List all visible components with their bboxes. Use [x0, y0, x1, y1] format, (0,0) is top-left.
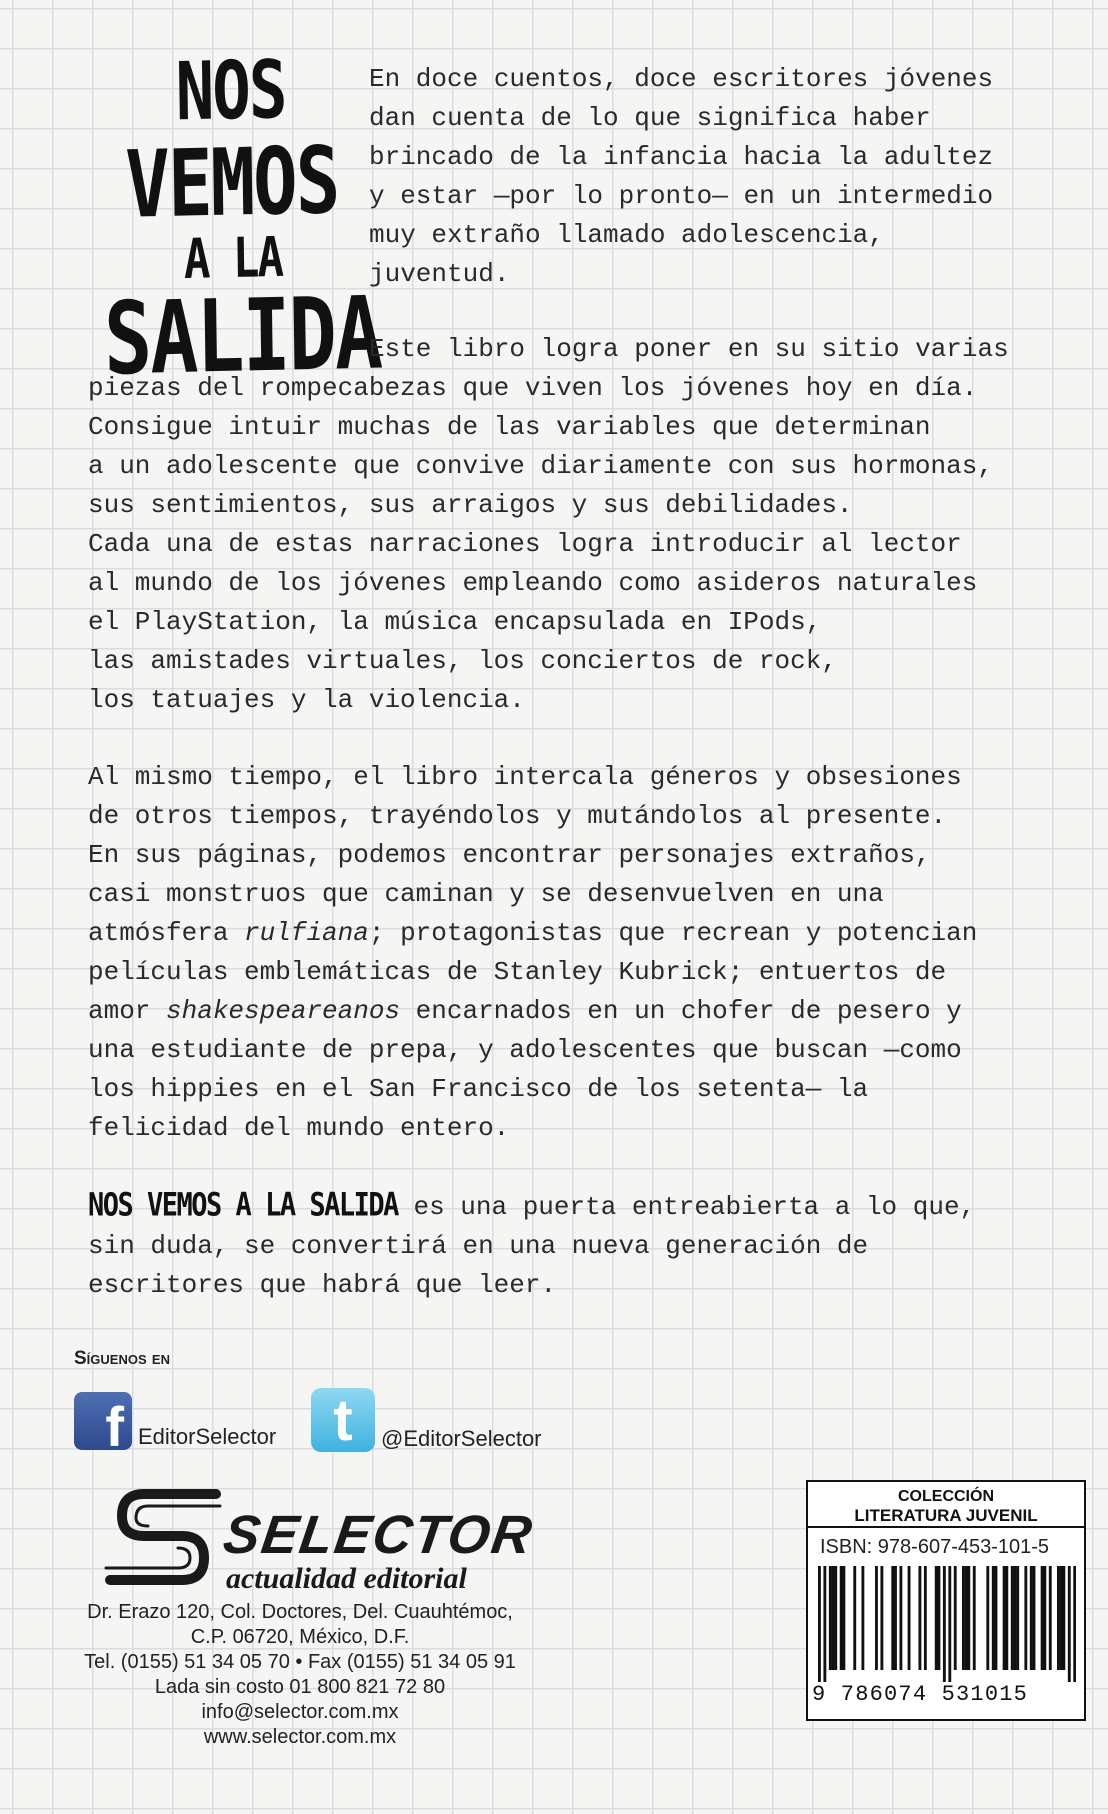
- italic-word: rulfiana: [244, 918, 369, 948]
- barcode-bar: [1003, 1566, 1006, 1670]
- text-line: juventud.: [369, 259, 510, 289]
- barcode-bar: [1014, 1566, 1017, 1670]
- tollfree-line: Lada sin costo 01 800 821 72 80: [154, 1676, 446, 1698]
- phone-line: Tel. (0155) 51 34 05 70 • Fax (0155) 51 34 05 91: [84, 1651, 516, 1673]
- barcode-bar: [924, 1566, 927, 1670]
- publisher-logo: [104, 1484, 538, 1595]
- email-link[interactable]: info@selector.com.mx: [201, 1701, 399, 1723]
- barcode-bar: [853, 1566, 856, 1670]
- text-line: casi monstruos que caminan y se desenvuelven en una: [88, 879, 884, 909]
- barcode-bar: [823, 1566, 826, 1682]
- barcode-bar: [1068, 1566, 1071, 1682]
- publisher-address: [60, 1600, 540, 1750]
- isbn-box: [806, 1480, 1086, 1721]
- barcode-bar: [1073, 1566, 1076, 1682]
- barcode-bar: [832, 1566, 835, 1670]
- facebook-icon: f: [74, 1392, 132, 1450]
- barcode-bar: [875, 1566, 878, 1670]
- text-line: encarnados en un chofer de pesero y: [400, 996, 962, 1026]
- text-line: atmósfera: [88, 918, 245, 948]
- barcode-bar: [1057, 1566, 1060, 1670]
- barcode-bar: [954, 1566, 957, 1670]
- blurb-paragraph-3: [88, 758, 977, 1148]
- title-line-3: A LA: [183, 225, 283, 292]
- barcode-bar: [935, 1566, 938, 1670]
- text-line: los hippies en el San Francisco de los setenta— la: [88, 1074, 869, 1104]
- collection-name: LITERATURA JUVENIL: [854, 1506, 1038, 1525]
- barcode-bar: [995, 1566, 998, 1670]
- barcode: [818, 1566, 1076, 1682]
- text-line: Este libro logra poner en su sitio varias: [369, 334, 1009, 364]
- blurb-paragraph-1: [369, 60, 993, 294]
- text-line: y estar —por lo pronto— en un intermedio: [369, 181, 994, 211]
- twitter-icon: t: [311, 1388, 375, 1452]
- barcode-bar: [1011, 1566, 1014, 1670]
- barcode-bar: [834, 1566, 837, 1670]
- text-line: películas emblemáticas de Stanley Kubrick; entuertos de: [88, 957, 947, 987]
- text-line: escritores que habrá que leer.: [88, 1270, 557, 1300]
- publisher-tagline: actualidad editorial: [226, 1562, 467, 1595]
- text-line: En doce cuentos, doce escritores jóvenes: [369, 64, 994, 94]
- address-line: C.P. 06720, México, D.F.: [190, 1626, 410, 1648]
- barcode-bar: [1062, 1566, 1065, 1670]
- barcode-bar: [992, 1566, 995, 1670]
- barcode-bar: [908, 1566, 911, 1670]
- text-line: Al mismo tiempo, el libro intercala géneros y obsesiones: [88, 762, 962, 792]
- text-line: de otros tiempos, trayéndolos y mutándolos al presente.: [88, 801, 947, 831]
- barcode-bar: [1033, 1566, 1036, 1670]
- text-line: sus sentimientos, sus arraigos y sus debilidades.: [88, 490, 853, 520]
- text-line: sin duda, se convertirá en una nueva generación de: [88, 1231, 869, 1261]
- barcode-bar: [973, 1566, 976, 1670]
- barcode-bar: [818, 1566, 821, 1682]
- text-line: el PlayStation, la música encapsulada en IPods,: [88, 607, 822, 637]
- inline-book-title: NOS VEMOS A LA SALIDA: [88, 1186, 398, 1225]
- blurb-paragraph-2: [88, 330, 1009, 720]
- follow-us-label: Síguenos en: [74, 1348, 170, 1369]
- barcode-bar: [1041, 1566, 1044, 1670]
- barcode-bar: [943, 1566, 946, 1682]
- barcode-bar: [894, 1566, 897, 1670]
- barcode-bar: [967, 1566, 970, 1670]
- website-link[interactable]: www.selector.com.mx: [203, 1726, 397, 1748]
- barcode-bar: [986, 1566, 989, 1670]
- barcode-bar: [1030, 1566, 1033, 1670]
- barcode-bar: [829, 1566, 832, 1670]
- text-line: los tatuajes y la violencia.: [88, 685, 525, 715]
- text-line: Cada una de estas narraciones logra introducir al lector: [88, 529, 962, 559]
- text-line: muy extraño llamado adolescencia,: [369, 220, 884, 250]
- barcode-bar: [1024, 1566, 1027, 1670]
- text-line: Consigue intuir muchas de las variables que determinan: [88, 412, 931, 442]
- collection-label: COLECCIÓN: [898, 1488, 994, 1505]
- barcode-bar: [880, 1566, 883, 1670]
- barcode-bar: [842, 1566, 845, 1670]
- title-line-4: SALIDA: [103, 275, 382, 398]
- barcode-bar: [840, 1566, 843, 1670]
- publisher-name: SELECTOR: [219, 1505, 538, 1565]
- text-line: al mundo de los jóvenes empleando como asideros naturales: [88, 568, 978, 598]
- text-line: una estudiante de prepa, y adolescentes que buscan —como: [88, 1035, 962, 1065]
- barcode-digits: 9 786074 531015: [812, 1682, 1029, 1707]
- text-line: las amistades virtuales, los conciertos de rock,: [88, 646, 837, 676]
- barcode-bar: [891, 1566, 894, 1670]
- blurb-paragraph-4: [88, 1186, 975, 1305]
- barcode-bar: [937, 1566, 940, 1670]
- text-line: En sus páginas, podemos encontrar personajes extraños,: [88, 840, 931, 870]
- title-line-2: VEMOS: [124, 127, 339, 240]
- title-line-1: NOS: [175, 44, 286, 140]
- text-line: a un adolescente que convive diariamente con sus hormonas,: [88, 451, 993, 481]
- twitter-handle: @EditorSelector: [381, 1426, 542, 1451]
- barcode-bar: [1016, 1566, 1019, 1670]
- selector-s-icon: [104, 1484, 224, 1594]
- barcode-bar: [1043, 1566, 1046, 1670]
- twitter-link[interactable]: [311, 1388, 542, 1452]
- facebook-link[interactable]: [74, 1392, 276, 1450]
- barcode-bar: [1005, 1566, 1008, 1670]
- barcode-bar: [962, 1566, 965, 1670]
- barcode-bar: [1049, 1566, 1052, 1670]
- text-line: ; protagonistas que recrean y potencian: [368, 918, 978, 948]
- address-line: Dr. Erazo 120, Col. Doctores, Del. Cuauhtémoc,: [87, 1601, 513, 1623]
- barcode-bar: [899, 1566, 902, 1670]
- text-line: dan cuenta de lo que significa haber: [369, 103, 931, 133]
- barcode-bar: [1060, 1566, 1063, 1670]
- text-line: amor: [88, 996, 167, 1026]
- collection-header: [808, 1482, 1084, 1528]
- barcode-bar: [861, 1566, 864, 1670]
- text-line: felicidad del mundo entero.: [88, 1113, 510, 1143]
- text-line: es una puerta entreabierta a lo que,: [397, 1192, 976, 1222]
- italic-word: shakespeareanos: [166, 996, 401, 1026]
- barcode-bar: [965, 1566, 968, 1670]
- facebook-handle: EditorSelector: [138, 1424, 277, 1449]
- text-line: piezas del rompecabezas que viven los jóvenes hoy en día.: [88, 373, 978, 403]
- barcode-bar: [918, 1566, 921, 1670]
- text-line: brincado de la infancia hacia la adultez: [369, 142, 994, 172]
- barcode-bar: [948, 1566, 951, 1682]
- isbn-number: ISBN: 978-607-453-101-5: [820, 1536, 1050, 1558]
